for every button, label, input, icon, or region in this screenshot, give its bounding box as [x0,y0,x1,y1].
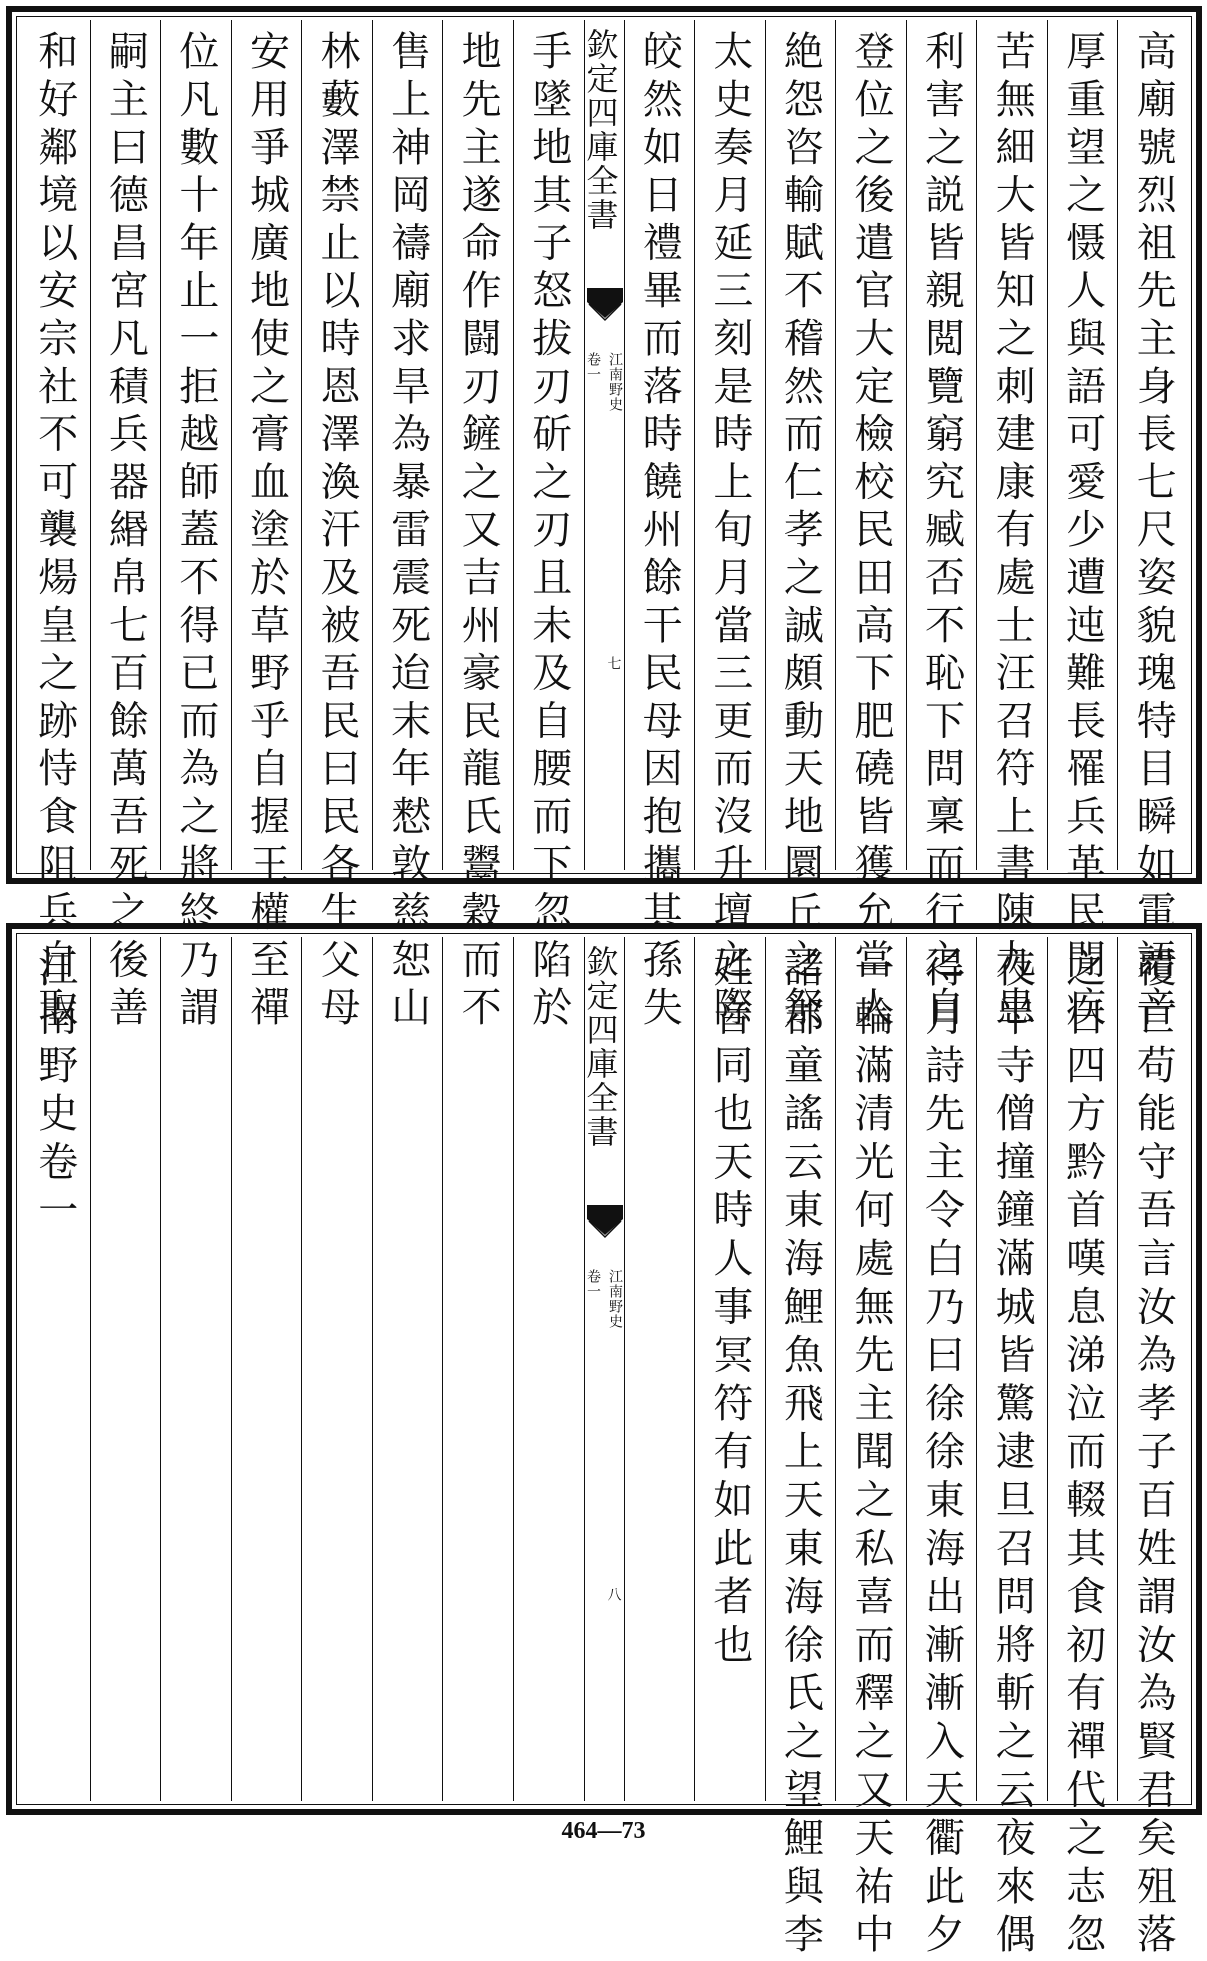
collection-heading: 欽定四庫全書 [581,28,620,232]
page-reference-number: 464—73 [561,1818,646,1844]
text-column [624,20,695,1034]
text-column [372,20,443,1034]
column-text: 一輪滿清光何處無先主聞之私喜而釋之又天祐中 [847,947,894,1961]
center-gutter [581,20,624,870]
upper-text-columns [20,20,1188,1034]
blank-column [301,937,372,1801]
volume-end-title: 江南野史卷一 [31,947,78,1237]
text-column [765,20,836,1034]
column-text: 絶怨咨輸賦不稽然而仁孝之誠頗動天地圜丘之祭 [777,30,824,1034]
blank-column [160,937,231,1801]
blank-column [513,937,584,1801]
folio-number: 八 [605,1587,622,1601]
column-text: 嗣主曰德昌宮凡積兵器緡帛七百餘萬吾死之後善 [102,30,149,1034]
column-text: 手墜地其子怒拔刃斫之刃且未及自腰而下忽陷於 [525,30,572,1034]
text-column [20,20,90,1034]
blank-column [90,937,161,1801]
text-column [90,20,161,1034]
column-text: 得月詩先主令白乃曰徐徐東海出漸漸入天衢此夕 [918,947,965,1961]
column-text: 登位之後遣官大定檢校民田高下肥磽皆獲允當人 [847,30,894,1034]
column-text: 利害之説皆親閲覽窮究臧否不恥下問稟而行之自 [918,30,965,1034]
book-title: 江南野史 [607,352,623,412]
text-column [1047,937,1118,1961]
text-column [765,937,836,1961]
column-text: 太史奏月延三刻是時上旬月當三更而沒升壇之際 [706,30,753,1034]
volume-label: 卷一 [585,1269,601,1299]
column-text: 和好鄰境以安宗社不可襲煬皇之跡恃食阻兵自取 [31,30,78,1034]
text-column [513,20,584,1034]
column-text: 林藪澤禁止以時恩澤渙汗及被吾民曰民各生父母 [314,30,361,1034]
column-text: 覆亡苟能守吾言汝為孝子百姓謂汝為賢君矣殂落 [1130,947,1177,1961]
text-column [835,20,906,1034]
column-text: 苦無細大皆知之刺建康有處士汪召符上書陳九患 [989,30,1036,1034]
text-column [694,937,765,1801]
text-column [160,20,231,1034]
gutter-book-title [585,1269,624,1329]
blank-column [231,937,302,1801]
column-text: 位凡數十年止一拒越師蓋不得已而為之將終乃謂 [172,30,219,1034]
center-gutter [581,937,624,1801]
text-column [1117,937,1188,1961]
text-column [906,20,977,1034]
column-text: 之日四方黔首嘆息涕泣而輟其食初有禪代之志忽 [1059,947,1106,1961]
text-column [231,20,302,1034]
gutter-book-title [585,352,624,412]
text-column [301,20,372,1034]
folio-number: 七 [605,656,622,670]
text-column [442,20,513,1034]
text-column [835,937,906,1961]
column-text: 安用爭城廣地使之膏血塗於草野乎自握王權至禪 [243,30,290,1034]
column-text: 厚重望之慑人與語可愛少遭迍難長罹兵革民閒疾 [1059,30,1106,1034]
volume-label: 卷一 [585,352,601,382]
column-text: 售上神岡禱廟求旱為暴雷震死迨末年慭敦慈恕山 [384,30,431,1034]
column-text: 地先主遂命作闘刃鏟之又吉州豪民龍氏鬻穀而不 [455,30,502,1034]
fishtail-mark [587,288,623,324]
text-column [1047,20,1118,1034]
blank-column [442,937,513,1801]
column-text: 皎然如日禮畢而落時饒州餘干民母因抱攜其孫失 [636,30,683,1034]
column-text: 諸郡童謠云東海鯉魚飛上天東海徐氏之望鯉與李 [777,947,824,1961]
text-column [1117,20,1188,1034]
collection-heading: 欽定四庫全書 [581,945,620,1149]
text-column [976,20,1047,1034]
column-text: 夜半寺僧撞鐘滿城皆驚逮旦召問將斬之云夜來偶 [989,947,1036,1961]
text-column [694,20,765,1034]
text-column [906,937,977,1961]
column-text: 高廟號烈祖先主身長七尺姿貌瑰特目瞬如電語音 [1130,30,1177,1034]
volume-end-column [20,937,90,1801]
upper-page-frame [6,6,1202,1034]
text-column [624,937,695,1801]
text-column [976,937,1047,1961]
book-title: 江南野史 [607,1269,623,1329]
fishtail-mark [587,1205,623,1241]
column-text: 姓音同也天時人事冥符有如此者也 [706,947,753,1672]
blank-column [372,937,443,1801]
